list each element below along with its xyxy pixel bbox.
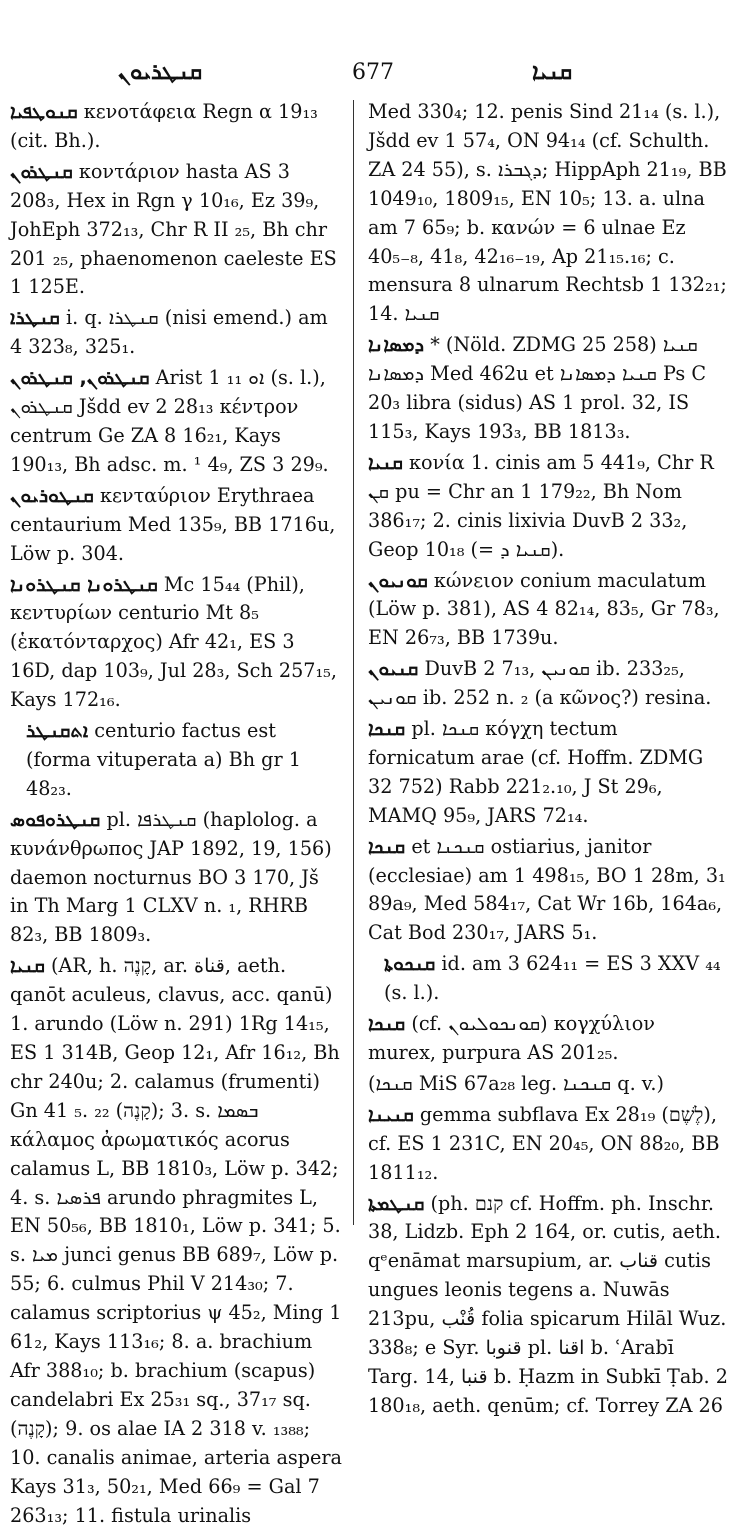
dictionary-entry <box>10 98 342 156</box>
headword: ܩܢܘܛܦܝܐ <box>10 100 78 123</box>
entry-text: (cf. ܩܘܢܟܘܠܝܘܢ) κογχύλιον murex, purpura AS 201₂₅. <box>368 1012 655 1064</box>
dictionary-entry <box>368 449 728 565</box>
dictionary-entry <box>368 1070 728 1099</box>
dictionary-entry-continued <box>368 98 728 329</box>
dictionary-entry <box>10 364 342 480</box>
headword: ܩܘܢܝܘܢ <box>368 568 428 592</box>
running-head-right: ܩܢܝܐ <box>532 60 573 85</box>
entry-text: * (Nöld. ZDMG 25 258) ܩܢܝܐ ܕܡܣܐܢܐ Med 462u et ܩܢܝܐ ܕܡܣܐܢܐ Ps C 20₃ libra (sidus) AS 1 prol. 32, IS 115₃, Kays 193₃, BB 1813₃. <box>368 333 707 443</box>
headword: ܩܢܟܘܬܐ <box>384 952 436 976</box>
headword: ܩܢܛܪܘܢܐ ܩܢܛܪܘܢܐ <box>10 572 158 596</box>
entry-text: Mc 15₄₄ (Phil), κεντυρίων centurio Mt 8₅ (ἑκατόνταρχος) Afr 42₁, ES 3 16D, dap 103₉, Jul 28₃, Sch 257₁₅, Kays 172₁₆. <box>10 572 337 712</box>
entry-text: Med 330₄; 12. penis Sind 21₁₄ (s. l.), Jšdd ev 1 57₄, ON 94₁₄ (cf. Schulth. ZA 24 55), s. ܕܓܒܪܐ; HippAph 21₁₉, BB 1049₁₀, 1809₁₅, EN 10₅; 13. a. ulna am 7 65₉; b. κανών = 6 ulnae Ez 40₅₋₈, 41₈, 42₁₆₋₁₉, Ap 21₁₅.₁₆; c. mensura 8 ulnarum Rechtsb 1 132₂₁; 14. ܩܢܝܐ <box>368 100 727 326</box>
dictionary-entry <box>368 833 728 949</box>
left-column <box>10 98 342 1532</box>
headword: ܩܢܝܘܢ <box>368 657 419 681</box>
headword: ܩܢܛܪܐ <box>10 306 60 330</box>
headword: ܩܢܟܐ <box>368 717 406 741</box>
dictionary-subentry <box>10 717 342 804</box>
dictionary-entry <box>368 715 728 831</box>
entry-text: i. q. ܩܢܛܪܐ (nisi emend.) am 4 323₈, 325₁. <box>10 306 328 359</box>
dictionary-entry <box>368 1101 728 1188</box>
entry-text: (ܩܢܟܐ MiS 67a₂₈ leg. ܩܢܟܢܐ q. v.) <box>368 1071 664 1095</box>
entry-text: κοντάριον hasta AS 3 208₃, Hex in Rgn γ 10₁₆, Ez 39₉, JohEph 372₁₃, Chr R II ₂₅, Bh chr 201 ₂₅, phaenomenon caeleste ES 1 125E. <box>10 159 337 299</box>
entry-text: DuvB 2 7₁₃, ܩܘܢܝܢ ib. 233₂₅, ܩܘܢܝܢ ib. 252 n. ₂ (a κῶνος?) resina. <box>368 657 712 710</box>
headword: ܩܢܝܐ <box>10 954 45 978</box>
entry-text: κενοτάφεια Regn α 19₁₃ (cit. Bh.). <box>10 100 318 152</box>
dictionary-entry <box>10 158 342 303</box>
headword: ܩܢܛܡܬܐ <box>368 1191 425 1215</box>
column-divider <box>353 100 354 1225</box>
headword: ܩܢܝܢܐ <box>368 1102 414 1126</box>
dictionary-subentry <box>368 950 728 1008</box>
headword: ܐܬܩܢܛܪ <box>26 719 89 743</box>
entry-text: (AR, h. קָנֶה, ar. قناة, aeth. qanōt aculeus, clavus, acc. qanū) 1. arundo (Löw n. 291) 1Rg 14₁₅, ES 1 314B, Geop 12₁, Afr 16₁₂, Bh chr 240u; 2. calamus (frumenti) Gn 41 ₅. ₂₂ (קָנֶה); 3. s. ܒܣܡܐ κάλαμος ἀρωματικός acorus calamus L, BB 1810₃, Löw p. 342; 4. s. ܦܪܣܝܐ arundo phragmites L, EN 50₅₆, BB 1810₁, Löw p. 341; 5. s. ܡܝܐ junci genus BB 689₇, Löw p. 55; 6. culmus Phil V 214₃₀; 7. calamus scriptorius ψ 45₂, Ming 1 61₂, Kays 113₁₆; 8. a. brachium Afr 388₁₀; b. brachium (scapus) candelabri Ex 25₃₁ sq., 37₁₇ sq. (קָנֶה); 9. os alae IA 2 318 v. ₁₃₈₈; 10. canalis animae, arteria aspera Kays 31₃, 50₂₁, Med 66₉ = Gal 7 263₁₃; 11. fistula urinalis <box>10 954 342 1527</box>
dictionary-entry <box>10 952 342 1530</box>
headword: ܩܢܛܪܘܢ, ܩܢܛܪܘܢ <box>10 366 150 390</box>
dictionary-entry <box>10 304 342 362</box>
headword: ܕܡܣܐܢܐ <box>368 333 425 357</box>
entry-text: gemma subflava Ex 28₁₉ (לֶשֶׁם), cf. ES 1 231C, EN 20₄₅, ON 88₂₀, BB 1811₁₂. <box>368 1102 720 1184</box>
entry-text: (ph. קנם cf. Hoffm. ph. Inschr. 38, Lidzb. Eph 2 164, or. cutis, aeth. qᵉenāmat marsupium, ar. قناب cutis ungues leonis tegens a. Nuwās 213pu, قُنْب folia spicarum Hilāl Wuz. 338₈; e Syr. قنوبا pl. اقنا b. ʿArabī Targ. 14, قنبا b. Ḥazm in Subkī Ṭab. 2 180₁₈, aeth. qenūm; cf. Torrey ZA 26 <box>368 1191 728 1417</box>
right-column <box>368 98 728 1423</box>
entry-text: pl. ܩܢܟܐ κόγχη tectum fornicatum arae (cf. Hoffm. ZDMG 32 752) Rabb 221₂.₁₀, J St 29₆, MAMQ 95₉, JARS 72₁₄. <box>368 717 704 827</box>
entry-text: centurio factus est (forma vituperata a) Bh gr 1 48₂₃. <box>26 719 301 800</box>
dictionary-entry <box>10 571 342 716</box>
entry-text: κώνειον conium maculatum (Löw p. 381), AS 4 82₁₄, 83₅, Gr 78₃, EN 26₇₃, BB 1739u. <box>368 568 720 650</box>
dictionary-entry <box>368 331 728 447</box>
headword: ܩܢܟܐ <box>368 834 406 858</box>
entry-text: id. am 3 624₁₁ = ES 3 XXV ₄₄ (s. l.). <box>384 952 721 1005</box>
running-head-left: ܩܢܛܪܝܘܢ <box>118 60 203 85</box>
entry-text: Arist 1 ܐܘ ₁₁ (s. l.), ܩܢܛܪܘܢ Jšdd ev 2 28₁₃ κέντρον centrum Ge ZA 8 16₂₁, Kays 190₁₃, Bh adsc. m. ¹ 4₉, ZS 3 29₉. <box>10 366 329 476</box>
dictionary-entry <box>368 1190 728 1421</box>
entry-text: κενταύριον Erythraea centaurium Med 135₉, BB 1716u, Löw p. 304. <box>10 483 336 565</box>
dictionary-entry <box>368 1010 728 1068</box>
headword: ܩܢܟܐ <box>368 1012 406 1036</box>
headword: ܩܢܛܘܪܝܘܢ <box>10 483 94 507</box>
dictionary-entry <box>368 567 728 654</box>
headword: ܩܢܛܪܘܢ <box>10 159 73 183</box>
dictionary-entry <box>10 482 342 569</box>
entry-text: κονία 1. cinis am 5 441₉, Chr R ܩܢ pu = Chr an 1 179₂₂, Bh Nom 386₁₇; 2. cinis lixivia DuvB 2 33₂, Geop 10₁₈ (= ܩܢܝܐ ܕ). <box>368 450 714 561</box>
headword: ܩܢܝܐ <box>368 450 403 474</box>
entry-text: pl. ܩܢܛܪܦܐ (haplolog. a κυνάνθρωπος JAP 1892, 19, 156) daemon nocturnus BO 3 170, Jš in Th Marg 1 CLXV n. ₁, RHRB 82₃, BB 1809₃. <box>10 807 332 947</box>
dictionary-entry <box>368 655 728 713</box>
entry-text: et ܩܢܟܢܐ ostiarius, janitor (ecclesiae) am 1 498₁₅, BO 1 28m, 3₁ 89a₉, Med 584₁₇, Cat Wr 16b, 164a₆, Cat Bod 230₁₇, JARS 5₁. <box>368 834 726 945</box>
dictionary-entry <box>10 806 342 951</box>
headword: ܩܢܛܪܘܦܘܣ <box>10 807 101 831</box>
page-number: 677 <box>352 60 394 85</box>
page-header <box>0 54 750 94</box>
